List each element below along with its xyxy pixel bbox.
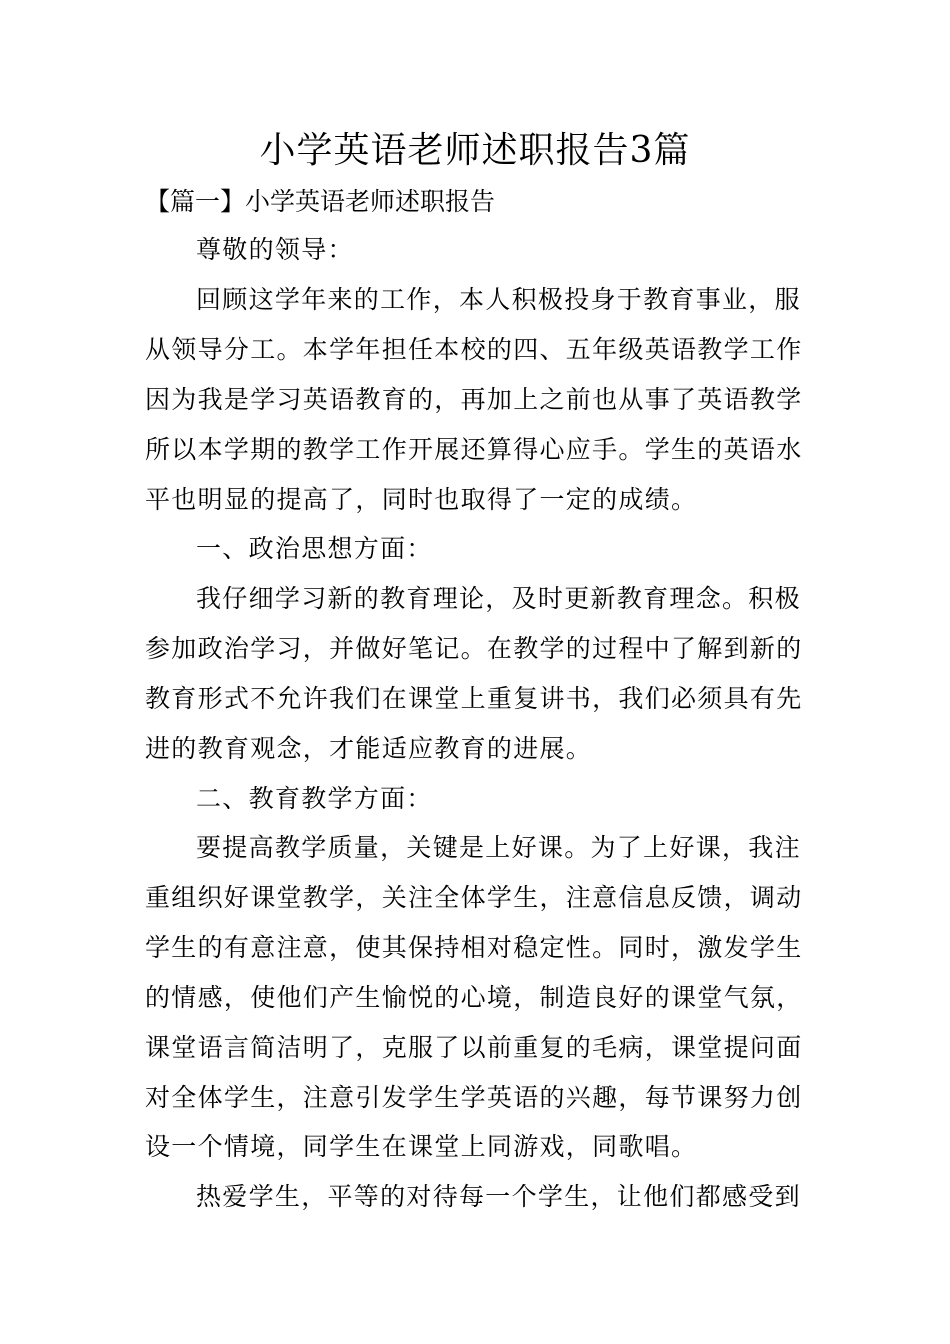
paragraph-line: 设一个情境，同学生在课堂上同游戏，同歌唱。 bbox=[145, 1132, 698, 1161]
section-heading: 【篇一】小学英语老师述职报告 bbox=[145, 187, 496, 216]
paragraph-line: 对全体学生，注意引发学生学英语的兴趣，每节课努力创 bbox=[145, 1083, 803, 1112]
paragraph-line: 尊敬的领导： bbox=[196, 235, 354, 264]
document-title: 小学英语老师述职报告3篇 bbox=[259, 130, 691, 171]
section-subheading: 二、教育教学方面： bbox=[196, 784, 433, 813]
section-subheading: 一、政治思想方面： bbox=[196, 534, 433, 563]
paragraph-line: 从领导分工。本学年担任本校的四、五年级英语教学工作 bbox=[145, 335, 803, 364]
paragraph-line: 教育形式不允许我们在课堂上重复讲书，我们必须具有先 bbox=[145, 684, 803, 713]
paragraph-line: 进的教育观念，才能适应教育的进展。 bbox=[145, 734, 593, 763]
paragraph-line: 回顾这学年来的工作，本人积极投身于教育事业，服 bbox=[196, 285, 801, 314]
paragraph-line: 所以本学期的教学工作开展还算得心应手。学生的英语水 bbox=[145, 435, 803, 464]
paragraph-line: 参加政治学习，并做好笔记。在教学的过程中了解到新的 bbox=[145, 634, 803, 663]
paragraph-line: 重组织好课堂教学，关注全体学生，注意信息反馈，调动 bbox=[145, 883, 803, 912]
paragraph-line: 要提高教学质量，关键是上好课。为了上好课，我注 bbox=[196, 833, 801, 862]
paragraph-line: 平也明显的提高了，同时也取得了一定的成绩。 bbox=[145, 485, 698, 514]
paragraph-line: 我仔细学习新的教育理论，及时更新教育理念。积极 bbox=[196, 584, 801, 613]
paragraph-line: 课堂语言简洁明了，克服了以前重复的毛病，课堂提问面 bbox=[145, 1033, 803, 1062]
paragraph-line: 热爱学生，平等的对待每一个学生，让他们都感受到 bbox=[196, 1182, 801, 1211]
paragraph-line: 学生的有意注意，使其保持相对稳定性。同时，激发学生 bbox=[145, 933, 803, 962]
paragraph-line: 因为我是学习英语教育的，再加上之前也从事了英语教学 bbox=[145, 385, 803, 414]
paragraph-line: 的情感，使他们产生愉悦的心境，制造良好的课堂气氛， bbox=[145, 983, 803, 1012]
